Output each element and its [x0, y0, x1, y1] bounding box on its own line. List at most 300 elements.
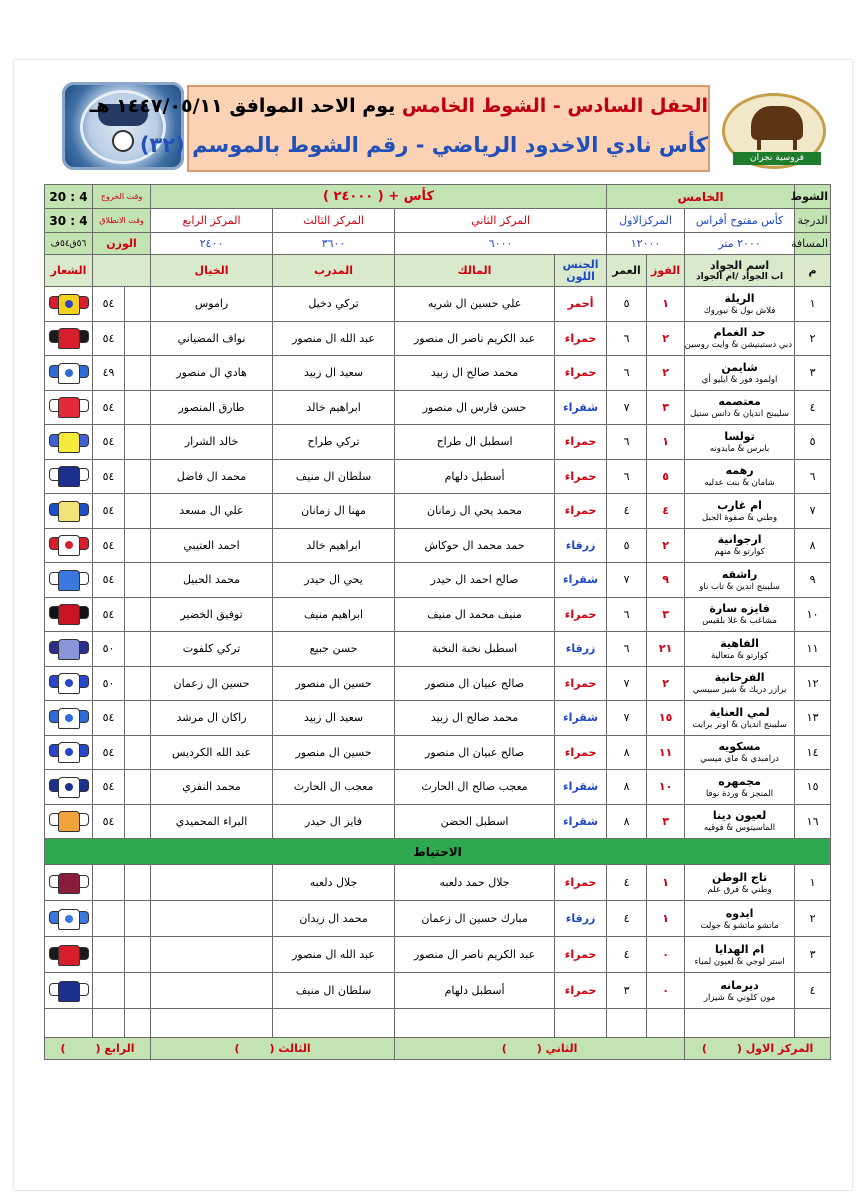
jockey-silks-icon [49, 906, 89, 932]
runner-horse [685, 494, 795, 529]
runner-jockey: حسين ال زعمان [151, 666, 273, 701]
reserve-separator [45, 839, 831, 865]
reserve-age: ٤ [607, 937, 647, 973]
silks-emblem [65, 915, 73, 923]
runner-owner: حسن فارس ال منصور [395, 390, 555, 425]
runner-row [45, 632, 831, 667]
silks-emblem [65, 610, 73, 618]
silks-sleeve [79, 813, 89, 826]
result-first [685, 1038, 831, 1060]
runner-wins: ٥ [647, 459, 685, 494]
runner-age: ٥ [607, 528, 647, 563]
runner-no: ٣ [795, 356, 831, 391]
horse-name: شايمن [721, 360, 758, 374]
runner-no: ٥ [795, 425, 831, 460]
jockey-silks-icon [49, 291, 89, 317]
horse-pedigree: كوارتو & منهم [714, 547, 765, 558]
runner-wins: ٢١ [647, 632, 685, 667]
reserve-silks [45, 973, 93, 1009]
silks-sleeve [79, 434, 89, 447]
col-horse-sub: اب الجواد /ام الجواد [696, 272, 784, 282]
runner-weight: ٥٤ [93, 701, 125, 736]
horse-pedigree: دبي دستينيشن & وايت روسين [684, 340, 793, 351]
runner-jockey: راكان ال مرشد [151, 701, 273, 736]
silks-emblem [65, 507, 73, 515]
blank-cell [795, 1009, 831, 1038]
runner-jockey: هادي ال منصور [151, 356, 273, 391]
runner-horse [685, 666, 795, 701]
reserve-jockey [151, 865, 273, 901]
horse-name: فايزه سارة [709, 602, 770, 616]
result-fourth-close: ) [60, 1042, 66, 1055]
horse-name: رهمه [725, 464, 754, 478]
runner-wins: ١ [647, 287, 685, 322]
horse-name: ارجوانية [717, 533, 762, 547]
title-date: يوم الاحد الموافق ١٤٤٧/٠٥/١١ هـ [89, 95, 396, 117]
horse-name: مسكويه [718, 740, 761, 754]
runner-no: ١١ [795, 632, 831, 667]
horse-pedigree: وطني & فرق علم [707, 884, 772, 895]
reserve-no: ٣ [795, 937, 831, 973]
reserve-blank [125, 937, 151, 973]
reserve-color: حمراء [555, 973, 607, 1009]
result-fourth-label: الرابع ( [95, 1042, 135, 1055]
runner-no: ١٥ [795, 770, 831, 805]
runner-silks [45, 735, 93, 770]
exit-time: 20 : 4 [45, 185, 93, 209]
runner-blank [125, 528, 151, 563]
silks-emblem [65, 879, 73, 887]
runner-wins: ١٥ [647, 701, 685, 736]
runner-weight: ٥٤ [93, 597, 125, 632]
runner-owner: محمد صالح ال زبيد [395, 356, 555, 391]
race-value: الخامس [607, 185, 795, 209]
reserve-weight [93, 865, 125, 901]
p2-value: ٦٠٠٠ [395, 233, 607, 255]
horse-icon [751, 106, 803, 140]
silks-sleeve [79, 947, 89, 960]
football-icon [112, 130, 134, 152]
jockey-silks-icon [49, 870, 89, 896]
runner-age: ٦ [607, 356, 647, 391]
weight-label: الوزن [93, 233, 151, 255]
runner-color: شقراء [555, 390, 607, 425]
silks-sleeve [79, 710, 89, 723]
runner-trainer: تركي دخيل [273, 287, 395, 322]
runner-owner: صالح عبيان ال منصور [395, 735, 555, 770]
runner-trainer: تركي طراح [273, 425, 395, 460]
title-banner [89, 85, 710, 172]
jockey-silks-icon [49, 463, 89, 489]
runner-weight: ٤٩ [93, 356, 125, 391]
info-row-2 [45, 209, 831, 233]
silks-emblem [65, 714, 73, 722]
runner-wins: ٢ [647, 528, 685, 563]
runner-age: ٦ [607, 459, 647, 494]
runner-silks [45, 666, 93, 701]
runner-row [45, 735, 831, 770]
reserve-horse [685, 937, 795, 973]
runner-row [45, 287, 831, 322]
reserve-horse [685, 901, 795, 937]
jockey-silks-icon [49, 808, 89, 834]
silks-sleeve [79, 641, 89, 654]
reserve-row [45, 901, 831, 937]
runner-owner: حمد محمد ال حوكاش [395, 528, 555, 563]
horse-name: معتصمه [718, 395, 761, 409]
runner-jockey: محمد النفزي [151, 770, 273, 805]
runner-trainer: سعيد ال زبيد [273, 356, 395, 391]
runner-trainer: ابراهيم خالد [273, 390, 395, 425]
silks-emblem [65, 576, 73, 584]
col-jockey: الخيال [151, 255, 273, 287]
runner-color: حمراء [555, 321, 607, 356]
silks-sleeve [79, 572, 89, 585]
blank-cell [395, 1009, 555, 1038]
reserve-color: حمراء [555, 937, 607, 973]
reserve-silks [45, 901, 93, 937]
reserve-trainer: سلطان ال منيف [273, 973, 395, 1009]
horse-name: ام الهدايا [714, 942, 765, 956]
jockey-silks-icon [49, 942, 89, 968]
runner-row [45, 597, 831, 632]
silks-emblem [65, 369, 73, 377]
silks-sleeve [79, 365, 89, 378]
runner-age: ٦ [607, 597, 647, 632]
col-color: الجنس اللون [555, 255, 607, 287]
runner-owner: صالح احمد ال حيدر [395, 563, 555, 598]
race-card-table [44, 184, 831, 1060]
runner-color: زرقاء [555, 528, 607, 563]
silks-emblem [65, 472, 73, 480]
runner-age: ٥ [607, 287, 647, 322]
runner-blank [125, 666, 151, 701]
runner-horse [685, 770, 795, 805]
reserve-label: الاحتياط [45, 839, 831, 865]
results-row [45, 1038, 831, 1060]
horse-pedigree: وطني & صفوة الجبل [702, 512, 778, 523]
runner-horse [685, 563, 795, 598]
runner-row [45, 770, 831, 805]
runner-blank [125, 804, 151, 839]
jockey-silks-icon [49, 532, 89, 558]
runner-no: ٦ [795, 459, 831, 494]
runner-color: شقراء [555, 701, 607, 736]
runner-no: ٩ [795, 563, 831, 598]
runner-jockey: احمد العتيبي [151, 528, 273, 563]
p1-label: المركزالاول [607, 209, 685, 233]
reserve-horse [685, 973, 795, 1009]
col-trainer: المدرب [273, 255, 395, 287]
runner-blank [125, 563, 151, 598]
reserve-trainer: عبد الله ال منصور [273, 937, 395, 973]
reserve-weight [93, 937, 125, 973]
runner-color: حمراء [555, 597, 607, 632]
runner-color: شقراء [555, 563, 607, 598]
runner-jockey: توفيق الخضير [151, 597, 273, 632]
runner-no: ٤ [795, 390, 831, 425]
reserve-weight [93, 901, 125, 937]
runner-trainer: عبد الله ال منصور [273, 321, 395, 356]
silks-emblem [65, 817, 73, 825]
runner-color: حمراء [555, 494, 607, 529]
p4-value: ٢٤٠٠ [151, 233, 273, 255]
runner-jockey: راموس [151, 287, 273, 322]
runner-color: أحمر [555, 287, 607, 322]
runner-age: ٦ [607, 425, 647, 460]
jockey-silks-icon [49, 739, 89, 765]
jockey-silks-icon [49, 774, 89, 800]
race-label: الشوط [795, 185, 831, 209]
result-first-close: ) [701, 1042, 707, 1055]
silks-emblem [65, 541, 73, 549]
horse-pedigree: درامبدي & ماي ميسي [700, 754, 779, 765]
reserve-wins: ١ [647, 865, 685, 901]
reserve-trainer: محمد ال زيدان [273, 901, 395, 937]
runner-weight: ٥٤ [93, 563, 125, 598]
grade-value: كأس مفتوح أفراس [685, 209, 795, 233]
blank-cell [555, 1009, 607, 1038]
runner-wins: ١٠ [647, 770, 685, 805]
silks-sleeve [79, 744, 89, 757]
top-bar [0, 0, 866, 50]
runner-row [45, 804, 831, 839]
runner-owner: اسطبل ال طراح [395, 425, 555, 460]
horse-name: تولسا [724, 429, 755, 443]
cup-prize [151, 185, 607, 209]
runner-weight: ٥٤ [93, 459, 125, 494]
runner-blank [125, 735, 151, 770]
p4-label: المركز الرابع [151, 209, 273, 233]
col-silks: الشعار [45, 255, 93, 287]
runner-owner: محمد يحي ال زمانان [395, 494, 555, 529]
runner-trainer: ابراهيم منيف [273, 597, 395, 632]
result-second [395, 1038, 685, 1060]
horse-legs [757, 138, 797, 150]
runner-silks [45, 528, 93, 563]
runner-owner: أسطبل دلهام [395, 459, 555, 494]
runner-jockey: محمد الحبيل [151, 563, 273, 598]
runner-no: ١٦ [795, 804, 831, 839]
runner-age: ٧ [607, 666, 647, 701]
runner-trainer: سعيد ال زبيد [273, 701, 395, 736]
blank-cell [685, 1009, 795, 1038]
col-no: م [795, 255, 831, 287]
reserve-no: ٤ [795, 973, 831, 1009]
reserve-jockey [151, 973, 273, 1009]
distance-label: المسافة [795, 233, 831, 255]
runner-trainer: فايز ال حيدر [273, 804, 395, 839]
runner-horse [685, 459, 795, 494]
col-horse [685, 255, 795, 287]
horse-name: ام غارب [717, 498, 762, 512]
runner-wins: ٣ [647, 804, 685, 839]
runner-trainer: معجب ال الحارث [273, 770, 395, 805]
reserve-row [45, 865, 831, 901]
info-row-1 [45, 185, 831, 209]
runner-trainer: حسين ال منصور [273, 666, 395, 701]
runner-blank [125, 632, 151, 667]
runner-row [45, 494, 831, 529]
runner-color: شقراء [555, 770, 607, 805]
runner-weight: ٥٤ [93, 528, 125, 563]
runner-trainer: سلطان ال منيف [273, 459, 395, 494]
reserve-row [45, 937, 831, 973]
blank-cell [647, 1009, 685, 1038]
horse-pedigree: سليبنج اندين & تاب ناو [699, 581, 780, 592]
runner-blank [125, 770, 151, 805]
jockey-silks-icon [49, 360, 89, 386]
jockey-silks-icon [49, 636, 89, 662]
reserve-jockey [151, 937, 273, 973]
runner-color: حمراء [555, 356, 607, 391]
runner-age: ٨ [607, 770, 647, 805]
runner-jockey: خالد الشرار [151, 425, 273, 460]
result-first-label: المركز الاول ( [736, 1042, 814, 1055]
title-line-1 [89, 95, 708, 117]
reserve-weight [93, 973, 125, 1009]
runner-wins: ٢ [647, 666, 685, 701]
horse-name: لمي العناية [709, 705, 770, 719]
runner-weight: ٥٠ [93, 666, 125, 701]
horse-pedigree: مشاغب & غلا بلقيس [702, 616, 777, 627]
col-wins: الفوز [647, 255, 685, 287]
runner-owner: اسطبل نخبة النخبة [395, 632, 555, 667]
jockey-silks-icon [49, 978, 89, 1004]
runner-weight: ٥٤ [93, 321, 125, 356]
runner-wins: ١ [647, 425, 685, 460]
runner-age: ٧ [607, 563, 647, 598]
weight-value: ٥٦ق٥٤ف [45, 233, 93, 255]
runner-no: ٨ [795, 528, 831, 563]
runner-row [45, 425, 831, 460]
runner-age: ٨ [607, 804, 647, 839]
silks-emblem [65, 403, 73, 411]
horse-pedigree: سليبنج انديان & دانس ستيل [690, 409, 790, 420]
reserve-color: زرقاء [555, 901, 607, 937]
reserve-no: ٢ [795, 901, 831, 937]
runner-blank [125, 356, 151, 391]
jockey-silks-icon [49, 601, 89, 627]
runner-horse [685, 597, 795, 632]
reserve-wins: ٠ [647, 973, 685, 1009]
silks-emblem [65, 679, 73, 687]
p1-value: ١٢٠٠٠ [607, 233, 685, 255]
runner-no: ٢ [795, 321, 831, 356]
runner-trainer: حسين ال منصور [273, 735, 395, 770]
blank-row [45, 1009, 831, 1038]
title-event: الحفل السادس - الشوط الخامس [401, 95, 708, 117]
reserve-owner: جلال حمد دلعبه [395, 865, 555, 901]
horse-pedigree: فلاش بول & نيوروك [703, 305, 776, 316]
runner-silks [45, 390, 93, 425]
jockey-silks-icon [49, 498, 89, 524]
runner-weight: ٥٠ [93, 632, 125, 667]
runner-no: ٧ [795, 494, 831, 529]
result-third-close: ) [234, 1042, 240, 1055]
runner-owner: منيف محمد ال منيف [395, 597, 555, 632]
runner-wins: ٤ [647, 494, 685, 529]
runner-weight: ٥٤ [93, 770, 125, 805]
horse-pedigree: شامان & بنت عدليه [704, 478, 775, 489]
silks-sleeve [79, 330, 89, 343]
runner-blank [125, 321, 151, 356]
grade-label: الدرجة [795, 209, 831, 233]
runner-horse [685, 390, 795, 425]
runner-row [45, 666, 831, 701]
runner-row [45, 701, 831, 736]
runner-jockey: عبد الله الكرديس [151, 735, 273, 770]
p3-label: المركز الثالث [273, 209, 395, 233]
runner-blank [125, 597, 151, 632]
silks-sleeve [79, 779, 89, 792]
title-line-2: كأس نادي الاخدود الرياضي - رقم الشوط بالموسم (٣٢) [139, 133, 708, 157]
blank-cell [45, 1009, 93, 1038]
runner-silks [45, 632, 93, 667]
runner-horse [685, 735, 795, 770]
runner-color: شقراء [555, 804, 607, 839]
runner-jockey: البراء المحميدي [151, 804, 273, 839]
runner-age: ٦ [607, 321, 647, 356]
runner-silks [45, 770, 93, 805]
silks-sleeve [79, 983, 89, 996]
runner-wins: ٩ [647, 563, 685, 598]
runner-wins: ٢ [647, 321, 685, 356]
jockey-silks-icon [49, 705, 89, 731]
runner-jockey: نواف المضياني [151, 321, 273, 356]
runner-weight: ٥٤ [93, 287, 125, 322]
jockey-silks-icon [49, 567, 89, 593]
reserve-wins: ٠ [647, 937, 685, 973]
runner-jockey: علي ال مسعد [151, 494, 273, 529]
p3-value: ٣٦٠٠ [273, 233, 395, 255]
runner-age: ٧ [607, 701, 647, 736]
reserve-silks [45, 865, 93, 901]
runner-blank [125, 390, 151, 425]
blank-cell [607, 1009, 647, 1038]
horse-pedigree: الماسيتوس & فوقيه [704, 823, 776, 834]
runner-color: حمراء [555, 425, 607, 460]
runner-horse [685, 804, 795, 839]
horse-name: الفاهية [720, 636, 759, 650]
horse-pedigree: ماتشو ماتشو & جولت [700, 920, 779, 931]
horse-pedigree: استر لوجي & لعيون لمياء [694, 956, 785, 967]
silks-sleeve [79, 503, 89, 516]
start-label: وقت الانطلاق [93, 209, 151, 233]
runner-silks [45, 356, 93, 391]
runner-blank [125, 701, 151, 736]
reserve-blank [125, 865, 151, 901]
runner-age: ٤ [607, 494, 647, 529]
silks-sleeve [79, 875, 89, 888]
runner-horse [685, 701, 795, 736]
result-second-label: الثاني ( [536, 1042, 578, 1055]
silks-emblem [65, 334, 73, 342]
runner-trainer: يحي ال حيدر [273, 563, 395, 598]
cup-label: كأس + [388, 189, 435, 204]
runner-trainer: حسن جبيع [273, 632, 395, 667]
reserve-wins: ١ [647, 901, 685, 937]
blank-cell [151, 1009, 273, 1038]
horse-name: ايدوه [725, 906, 754, 920]
runner-no: ١ [795, 287, 831, 322]
runner-color: حمراء [555, 459, 607, 494]
reserve-blank [125, 901, 151, 937]
jockey-silks-icon [49, 429, 89, 455]
horse-pedigree: برازر دريك & شيز سبيسي [692, 685, 787, 696]
silks-sleeve [79, 675, 89, 688]
reserve-jockey [151, 901, 273, 937]
